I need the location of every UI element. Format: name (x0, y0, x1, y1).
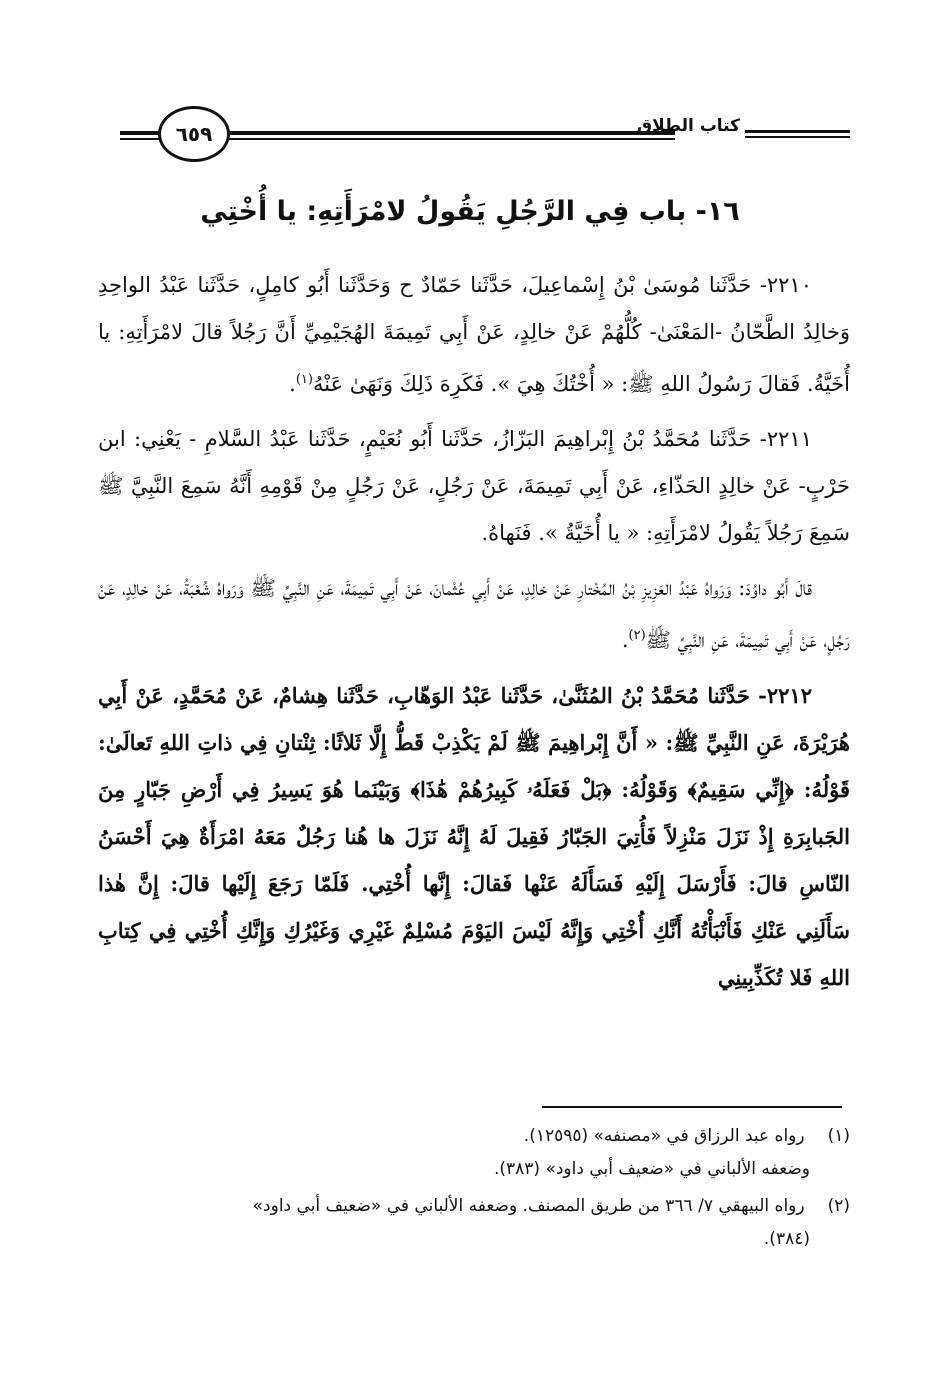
page-number (158, 106, 230, 162)
footnote-text: رواه عبد الرزاق في «مصنفه» (١٢٥٩٥). (523, 1126, 805, 1146)
header-rule (222, 138, 675, 140)
footnote-ref: (١) (295, 372, 313, 387)
hadith-text: ٢٢١١- حَدَّثَنا مُحَمَّدُ بْنُ إِبْراهِيمَ البَزّازُ، حَدَّثَنا أَبُو نُعَيْمٍ، حَدَّثَنا عَبْدُ السَّلامِ - يَعْنِي: ابن حَرْبٍ- عَنْ خالِدٍ الحَذّاءِ، عَنْ أَبِي تَمِيمَةَ، عَنْ رَجُلٍ، عَنْ رَجُلٍ مِنْ قَوْمِهِ أَنَّهُ سَمِعَ النَّبِيَّ ﷺ سَمِعَ رَجُلاً يَقُولُ لامْرَأَتِهِ: « يا أُخَيَّةُ ». فَنَهاهُ. (98, 427, 850, 545)
footnote-text: وضعفه الألباني في «ضعيف أبي داود» (٣٨٣). (493, 1159, 810, 1179)
footnote-text: رواه البيهقي ٧/ ٣٦٦ من طريق المصنف. وضعفه الألباني في «ضعيف أبي داود» (252, 1196, 805, 1216)
footnote (98, 1120, 850, 1186)
chapter-title: ١٦- باب فِي الرَّجُلِ يَقُولُ لامْرَأَتِهِ: يا أُخْتِي (200, 196, 740, 227)
header-rule (745, 136, 850, 138)
header-rule (120, 131, 160, 135)
hadith-text: ٢٢١٢- حَدَّثَنا مُحَمَّدُ بْنُ المُثَنَّىٰ، حَدَّثَنا عَبْدُ الوَهّابِ، حَدَّثَنا هِشامٌ، عَنْ مُحَمَّدٍ، عَنْ أَبِي هُرَيْرَةَ، عَنِ النَّبِيِّ ﷺ: « أَنَّ إِبْراهِيمَ ﷺ لَمْ يَكْذِبْ قَطُّ إِلَّا ثَلاثًا: ثِنْتانِ فِي ذاتِ اللهِ تَعالَىٰ: قَوْلُهُ: ﴿إِنِّي سَقِيمٌ﴾ وَقَوْلُهُ: ﴿بَلْ فَعَلَهُۥ كَبِيرُهُمْ هَٰذَا﴾ وَبَيْنَما هُوَ يَسِيرُ فِي أَرْضِ جَبّارٍ مِنَ الجَبابِرَةِ إِذْ نَزَلَ مَنْزِلاً فَأُتِيَ الجَبّارُ فَقِيلَ لَهُ إِنَّهُ نَزَلَ ها هُنا رَجُلٌ مَعَهُ امْرَأَةٌ هِيَ أَحْسَنُ النّاسِ قالَ: فَأَرْسَلَ إِلَيْهِ فَسَأَلَهُ عَنْها فَقالَ: إِنَّها أُخْتِي. فَلَمّا رَجَعَ إِلَيْها قالَ: إِنَّ هٰذا سَأَلَنِي عَنْكِ فَأَنْبَأْتُهُ أَنَّكِ أُخْتِي وَإِنَّهُ لَيْسَ اليَوْمَ مُسْلِمٌ غَيْرِي وَغَيْرُكِ وَإِنَّكِ أُخْتِي فِي كِتابِ اللهِ فَلا تُكَذِّبِينِي (98, 683, 850, 990)
footnotes (98, 1120, 850, 1260)
header-rule (745, 130, 850, 133)
footnote-number: (٢) (827, 1196, 850, 1216)
hadith-paragraph (98, 416, 850, 557)
main-text (98, 262, 850, 1009)
footnote-text: (٣٨٤). (763, 1229, 810, 1249)
page-number-text: ٦٥٩ (175, 122, 213, 146)
hadith-paragraph: ٢٢١٠- حَدَّثَنا مُوسَىٰ بْنُ إِسْماعِيلَ، حَدَّثَنا حَمّادٌ ح وَحَدَّثَنا أَبُو كامِلٍ، حَدَّثَنا عَبْدُ الواحِدِ وَخالِدُ الطَّحّانُ -المَعْنَىٰ- كُلُّهُمْ عَنْ خالِدٍ، عَنْ أَبِي تَمِيمَةَ الهُجَيْمِيِّ أَنَّ رَجُلاً قالَ لامْرَأَتِهِ: يا أُخَيَّةُ. فَقالَ رَسُولُ اللهِ ﷺ: « أُخْتُكَ هِيَ ». فَكَرِهَ ذَلِكَ وَنَهَىٰ عَنْهُ$^{(١)}$. (98, 273, 850, 396)
footnote-divider (542, 1106, 842, 1108)
book-title: كتاب الطلاق (636, 116, 740, 136)
footnote-number: (١) (827, 1126, 850, 1146)
footnote (98, 1190, 850, 1256)
hadith-paragraph: قالَ أَبُو داوُدَ: وَرَواهُ عَبْدُ العَزِيزِ بْنُ المُخْتارِ عَنْ خالِدٍ، عَنْ أَبِي عُثْمانَ، عَنْ أَبِي تَمِيمَةَ، عَنِ النَّبِيِّ ﷺ وَرَواهُ شُعْبَةُ، عَنْ خالِدٍ، عَنْ رَجُلٍ، عَنْ أَبِي تَمِيمَةَ، عَنِ النَّبِيِّ ﷺ$^{(٢)}$. (98, 576, 850, 652)
page-header (120, 104, 850, 164)
hadith-text: ٢٢١٠- حَدَّثَنا مُوسَىٰ بْنُ إِسْماعِيلَ، حَدَّثَنا حَمّادٌ ح وَحَدَّثَنا أَبُو كامِلٍ، حَدَّثَنا عَبْدُ الواحِدِ وَخالِدُ الطَّحّانُ -المَعْنَىٰ- كُلُّهُمْ عَنْ خالِدٍ، عَنْ أَبِي تَمِيمَةَ الهُجَيْمِيِّ أَنَّ رَجُلاً قالَ لامْرَأَتِهِ: يا أُخَيَّةُ. فَقالَ رَسُولُ اللهِ ﷺ: « أُخْتُكَ هِيَ ». فَكَرِهَ ذَلِكَ وَنَهَىٰ عَنْهُ (98, 273, 850, 396)
footnote-ref: (٢) (628, 628, 646, 643)
header-rule (120, 138, 160, 140)
hadith-text: قالَ أَبُو داوُدَ: وَرَواهُ عَبْدُ العَزِيزِ بْنُ المُخْتارِ عَنْ خالِدٍ، عَنْ أَبِي عُثْمانَ، عَنْ أَبِي تَمِيمَةَ، عَنِ النَّبِيِّ ﷺ وَرَواهُ شُعْبَةُ، عَنْ خالِدٍ، عَنْ رَجُلٍ، عَنْ أَبِي تَمِيمَةَ، عَنِ النَّبِيِّ ﷺ (98, 576, 850, 652)
hadith-paragraph (98, 672, 850, 1001)
header-rule (222, 131, 675, 135)
